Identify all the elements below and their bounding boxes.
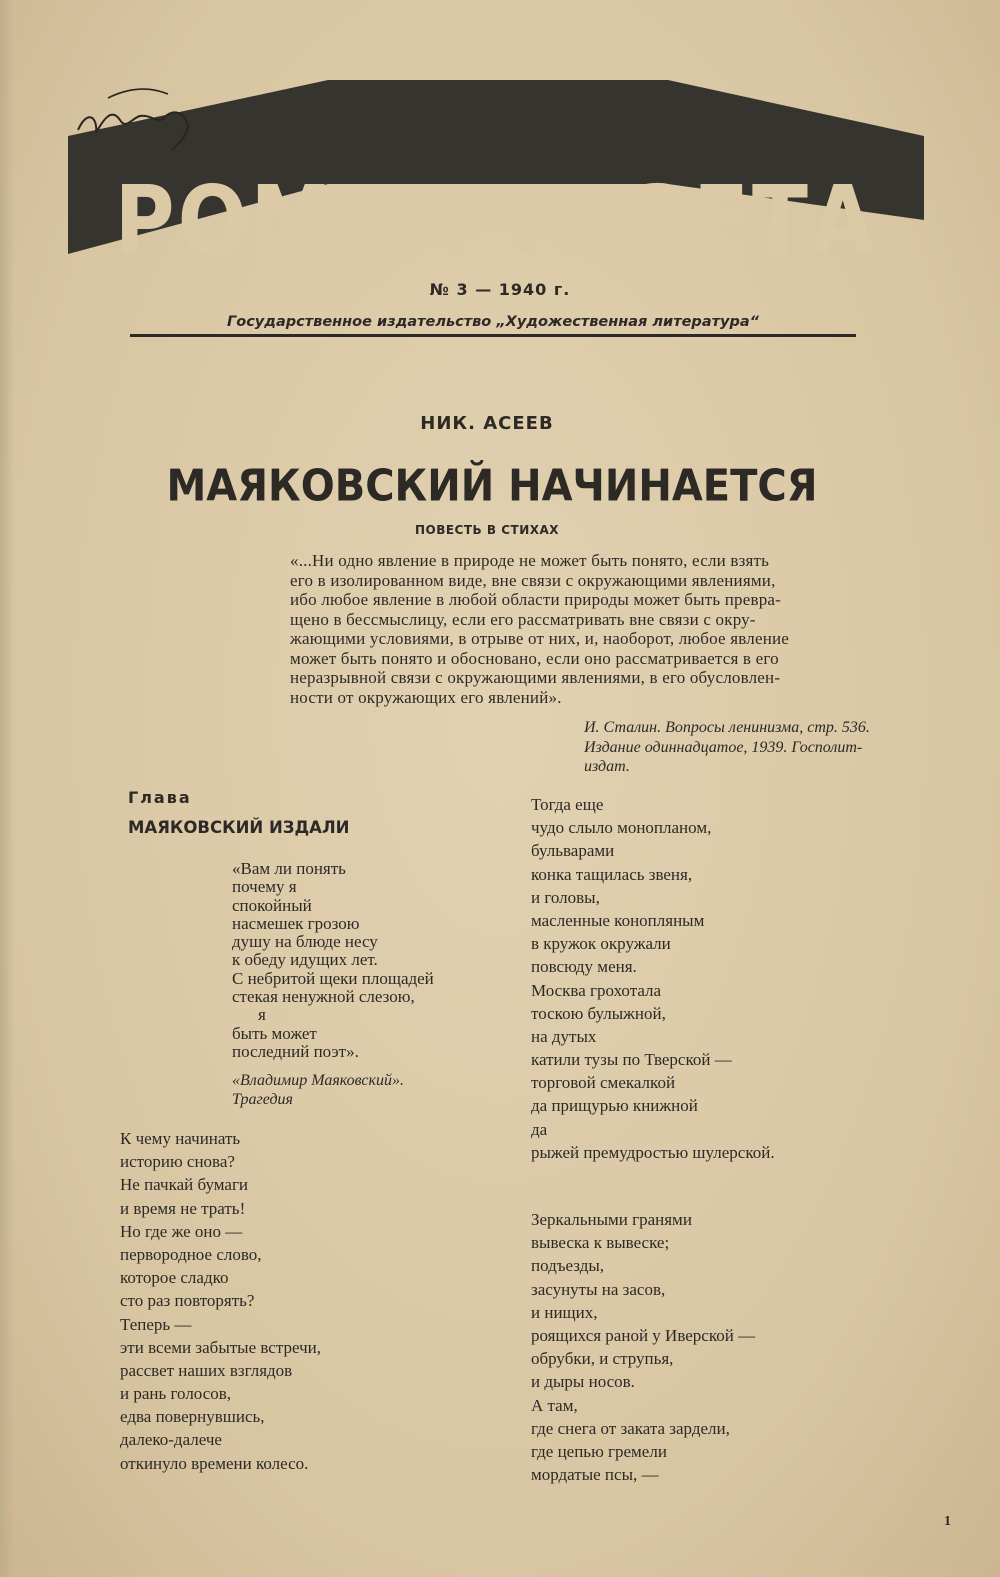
epigraph-line: щено в бессмыслицу, если его рассматривать вне связи с окру-	[290, 609, 756, 629]
poem-line: и дыры носов.	[531, 1372, 635, 1392]
poem-right-column-stanza-1	[531, 793, 861, 1164]
page-edge-shadow	[0, 0, 14, 1577]
article-title: МАЯКОВСКИЙ НАЧИНАЕТСЯ	[166, 460, 818, 512]
masthead-banner	[68, 78, 924, 276]
poem-right-column-stanza-2	[531, 1208, 861, 1486]
epigraph-line: ности от окружающих его явлений».	[290, 687, 562, 707]
quote-line: «Вам ли понять	[232, 859, 346, 878]
quote-line: к обеду идущих лет.	[232, 950, 378, 970]
quote-line: последний поэт».	[232, 1041, 359, 1061]
masthead-title: РОМАН-ГАЗЕТА	[114, 166, 878, 276]
chapter-title: МАЯКОВСКИЙ ИЗДАЛИ	[128, 818, 350, 837]
poem-line: далеко-далече	[120, 1430, 222, 1450]
publisher-rule	[130, 334, 856, 337]
poem-line: обрубки, и струпья,	[531, 1349, 674, 1369]
quote-line: быть может	[232, 1023, 317, 1043]
epigraph-source-line: Издание одиннадцатое, 1939. Госполит-	[584, 738, 863, 756]
poem-line: и головы,	[531, 887, 600, 907]
epigraph-line: его в изолированном виде, вне связи с окружающими явлениями,	[290, 570, 776, 590]
handwritten-signature	[68, 78, 198, 158]
quote-line: стекая ненужной слезою,	[232, 987, 415, 1007]
poem-line: да	[531, 1119, 548, 1139]
poem-line: конка тащилась звеня,	[531, 864, 693, 884]
poem-line: вывеска к вывеске;	[531, 1233, 670, 1253]
poem-line: историю снова?	[120, 1152, 235, 1172]
epigraph-line: ибо любое явление в любой области природы может быть превра-	[290, 590, 781, 609]
poem-line: торговой смекалкой	[531, 1073, 676, 1093]
poem-line: роящихся раной у Иверской —	[531, 1325, 756, 1345]
poem-line: повсюду меня.	[531, 957, 637, 977]
poem-line: и нищих,	[531, 1302, 598, 1322]
chapter-label: Глава	[128, 788, 192, 807]
poem-line: К чему начинать	[120, 1129, 241, 1148]
epigraph-line: неразрывной связи с окружающими явлениями, в его обусловлен-	[290, 668, 781, 687]
poem-line: рыжей премудростью шулерской.	[531, 1142, 775, 1162]
poem-line: чудо слыло монопланом,	[531, 818, 712, 838]
poem-line: масленные конопляным	[531, 910, 705, 930]
poem-line: катили тузы по Тверской —	[531, 1050, 732, 1070]
poem-line: на дутых	[531, 1026, 597, 1046]
poem-line: А там,	[531, 1395, 578, 1415]
poem-line: сто раз повторять?	[120, 1291, 255, 1311]
poem-line: бульварами	[531, 841, 615, 861]
poem-line: едва повернувшись,	[120, 1407, 265, 1427]
quote-line: почему я	[232, 877, 297, 897]
page-number: 1	[944, 1514, 951, 1529]
poem-line: подъезды,	[531, 1256, 605, 1276]
epigraph-source-line: И. Сталин. Вопросы ленинизма, стр. 536.	[584, 719, 870, 736]
epigraph-source-line: издат.	[584, 758, 630, 775]
quote-source	[232, 1071, 512, 1109]
poem-left-column	[120, 1127, 420, 1475]
quote-line: С небритой щеки площадей	[232, 968, 434, 988]
poem-line: Москва грохотала	[531, 980, 662, 1000]
poem-line: откинуло времени колесо.	[120, 1453, 309, 1473]
poem-line: да прищурью книжной	[531, 1096, 698, 1116]
poem-line: рассвет наших взглядов	[120, 1360, 293, 1380]
poem-line: Не пачкай бумаги	[120, 1175, 249, 1195]
poem-line: Теперь —	[120, 1314, 192, 1334]
epigraph-line: жающими условиями, в отрыве от них, и, наоборот, любое явление	[290, 629, 790, 648]
quote-line: насмешек грозою	[232, 913, 360, 933]
quote-source-line: «Владимир Маяковский».	[232, 1072, 404, 1089]
poem-line: Но где же оно —	[120, 1221, 243, 1241]
publisher-line: Государственное издательство „Художественная литература“	[227, 314, 759, 330]
poem-line: засунуты на засов,	[531, 1279, 666, 1299]
issue-number: № 3 — 1940 г.	[429, 280, 571, 299]
poem-line: и время не трать!	[120, 1198, 246, 1218]
poem-line: где снега от заката зардели,	[531, 1418, 730, 1438]
poem-line: тоскою булыжной,	[531, 1003, 666, 1023]
poem-line: в кружок окружали	[531, 934, 671, 954]
poem-line: Зеркальными гранями	[531, 1210, 692, 1229]
epigraph	[290, 551, 950, 707]
poem-line: где цепью гремели	[531, 1441, 667, 1461]
author-name: НИК. АСЕЕВ	[420, 413, 554, 434]
epigraph-line: «...Ни одно явление в природе не может быть понято, если взять	[290, 551, 770, 570]
quote-line: спокойный	[232, 895, 312, 915]
article-subtitle: ПОВЕСТЬ В СТИХАХ	[414, 523, 560, 537]
quote-line: душу на блюде несу	[232, 932, 378, 952]
epigraph-line: может быть понято и обосновано, если оно рассматривается в его	[290, 648, 779, 668]
mayakovsky-quote	[232, 860, 512, 1061]
poem-line: мордатые псы, —	[531, 1465, 659, 1485]
epigraph-source	[584, 718, 964, 777]
quote-line: я	[258, 1005, 266, 1025]
poem-line: которое сладко	[120, 1268, 229, 1288]
poem-line: первородное слово,	[120, 1244, 262, 1264]
quote-source-line: Трагедия	[232, 1091, 293, 1108]
poem-line: и рань голосов,	[120, 1384, 232, 1404]
poem-line: Тогда еще	[531, 795, 604, 814]
poem-line: эти всеми забытые встречи,	[120, 1337, 322, 1357]
